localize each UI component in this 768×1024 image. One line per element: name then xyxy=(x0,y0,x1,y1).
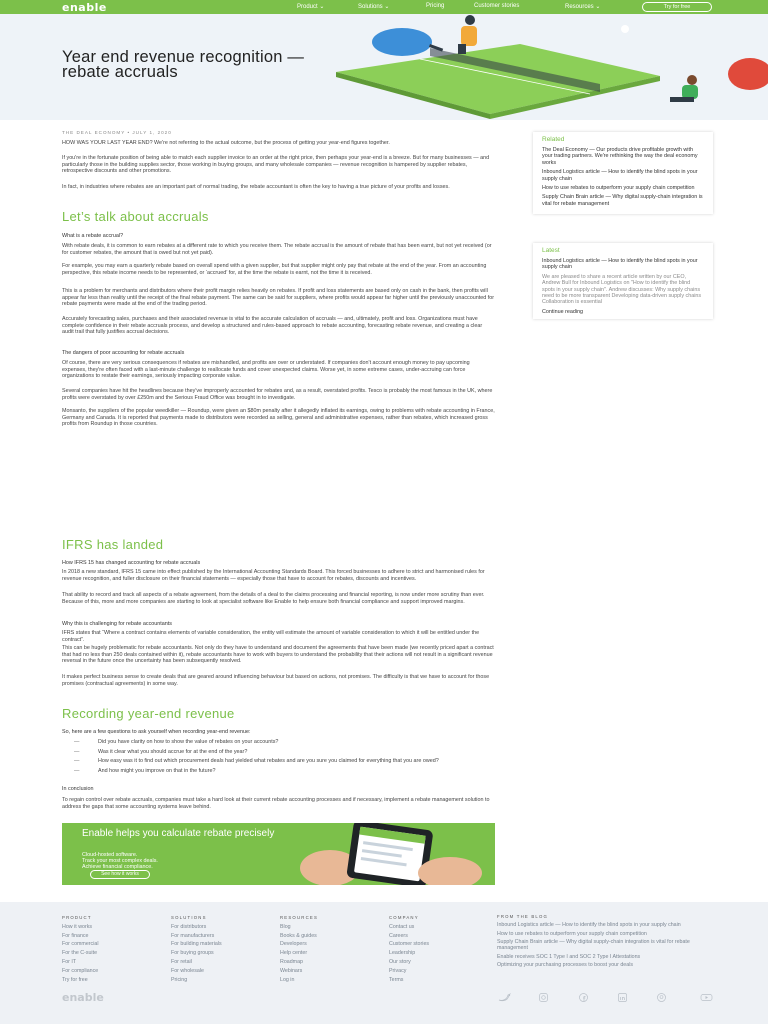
twitter-icon[interactable] xyxy=(498,993,511,1002)
try-for-free-button[interactable]: Try for free xyxy=(642,2,712,12)
heading-recording: Recording year-end revenue xyxy=(62,706,235,721)
cta-banner xyxy=(62,823,495,885)
table-top xyxy=(336,44,660,114)
footer-column-solutions: SOLUTIONS For distributors For manufacturers For building materials For buying groups For retail For wholesale Pricing xyxy=(171,915,222,983)
why-paragraph-2: This can be hugely problematic for rebate accountants. Not only do they have to understand and document the agreements that have been made (we recently priced apart a contract that had no less than 250 deals contained within it), rebate accountants have to work with buyers to understand the probability that their actions will not result in a significant revenue reversal in the future once the uncertainty has been subsequently resolved. xyxy=(62,645,494,665)
latest-card xyxy=(533,243,713,319)
heading-ifrs: IFRS has landed xyxy=(62,537,164,552)
list-item: — How easy was it to find out which procurement deals had yielded what rebates and are you sure you claimed for everything that you are owed? xyxy=(74,758,495,765)
footer-logo[interactable]: enable xyxy=(62,991,104,1004)
conclusion-paragraph: To regain control over rebate accruals, companies must take a hard look at their current rebate accounting processes and if necessary, implement a rebate management solution to address the gaps that some accounting systems leave behind. xyxy=(62,797,490,810)
related-heading: Related xyxy=(542,136,565,143)
blue-paddle xyxy=(372,28,432,56)
latest-title[interactable]: Inbound Logistics article — How to identify the blind spots in your supply chain xyxy=(542,258,698,271)
accruals-paragraph-2: For example, you may earn a quarterly rebate based on overall spend with a given supplier, but that supplier might only pay that rebate at the end of the year. From an accounting perspective, this rebate income needs to be represented, or ‘accrued’ for, at the time the rebate is earnt, not the time it is received. xyxy=(62,263,487,276)
nav-resources[interactable]: Resources ⌄ xyxy=(565,4,601,10)
accruals-paragraph-1: With rebate deals, it is common to earn rebates at a different rate to which you receive them. The rebate accrual is the amount of rebate that has been earnt, but not yet received (or for customer rebates, the amount that is owed but not yet paid). xyxy=(62,243,492,256)
list-item: — Was it clear what you should accrue for at the end of the year? xyxy=(74,749,495,756)
intro-paragraph-1: HOW WAS YOUR LAST YEAR END? We're not referring to the actual outcome, but the process of getting your year-end figures together. xyxy=(62,140,390,146)
list-item: — Did you have clarity on how to show the value of rebates on your accounts? xyxy=(74,739,495,746)
github-icon[interactable] xyxy=(655,993,668,1002)
latest-heading: Latest xyxy=(542,247,560,254)
question-list xyxy=(74,739,495,777)
page-title: Year end revenue recognition — rebate accruals xyxy=(62,48,305,81)
facebook-icon[interactable] xyxy=(577,993,590,1002)
latest-excerpt: We are pleased to share a recent article written by our CEO, Andrew Bull for Inbound Logistics on "How to identify the blind spots in your supply chain". Andrew discusses: Why supply chains need to be more transparent Developing data-driven supply chains Collaboration is essential xyxy=(542,273,702,306)
subheading-why: Why this is challenging for rebate accountants xyxy=(62,621,172,627)
nav-product[interactable]: Product ⌄ xyxy=(297,4,325,10)
dangers-paragraph-2: Several companies have hit the headlines because they've improperly accounted for rebates and, as a result, overstated profits. Tesco is probably the most famous in the UK, where profits were overstated by over £250m and the Serious Fraud Office was brought in to investigate. xyxy=(62,388,493,401)
player-two-body xyxy=(682,85,698,99)
footer-column-company: COMPANY Contact us Careers Customer stories Leadership Our story Privacy Terms xyxy=(389,915,430,983)
enable-logo[interactable]: enable xyxy=(62,1,107,14)
footer-column-product: PRODUCT How it works For finance For commercial For the C-suite For IT For compliance Try for free xyxy=(62,915,99,983)
related-link[interactable]: How to use rebates to outperform your supply chain competition xyxy=(542,185,695,192)
related-link[interactable]: Supply Chain Brain article — Why digital supply-chain integration is vital for rebate management xyxy=(542,194,703,207)
related-card xyxy=(533,132,713,214)
subheading-conclusion: In conclusion xyxy=(62,786,94,792)
linkedin-icon[interactable] xyxy=(616,993,629,1002)
youtube-icon[interactable] xyxy=(700,993,713,1002)
see-how-it-works-button[interactable]: See how it works xyxy=(90,870,150,879)
nav-customer-stories[interactable]: Customer stories xyxy=(474,3,520,9)
accruals-paragraph-3: This is a problem for merchants and distributors where their profit margin relies heavily on rebates. If profit and loss statements are based only on cash in the bank, then profits will appear far less than reality until the receipt of the final rebate payment. The same can be said for suppliers, where profits would appear far higher until the previously unaccounted for rebate payments were made at the end of the trading period. xyxy=(62,288,494,308)
dangers-paragraph-1: Of course, there are very serious consequences if rebates are mishandled, and profits are over or understated. If companies don't account enough money to pay upcoming expenses, they're often faced with a last-minute challenge to reallocate funds and cover unexpected claims. Worse yet, in some extreme cases, under-accruing can force organizations to restate their earnings, seriously impacting corporate value. xyxy=(62,360,470,380)
recording-intro: So, here are a few questions to ask yourself when recording year-end revenue: xyxy=(62,729,251,735)
why-paragraph-1: IFRS states that “Where a contract contains elements of variable consideration, the entity will estimate the amount of variable consideration to which it will be entitled under the contract”. xyxy=(62,630,480,643)
related-link[interactable]: Inbound Logistics article — How to identify the blind spots in your supply chain xyxy=(542,169,698,182)
nav-solutions[interactable]: Solutions ⌄ xyxy=(358,4,390,10)
phone-in-hand-illustration xyxy=(290,823,495,885)
article-meta: THE DEAL ECONOMY • JULY 1, 2020 xyxy=(62,130,172,135)
nav-pricing[interactable]: Pricing xyxy=(426,3,445,9)
subheading-what-is: What is a rebate accrual? xyxy=(62,233,124,239)
subheading-dangers: The dangers of poor accounting for rebate accruals xyxy=(62,350,185,356)
dangers-paragraph-3: Monsanto, the suppliers of the popular weedkiller — Roundup, were given an $80m penalty after it allegedly inflated its earnings, owing to problems with rebate accounting in France, Germany and Canada. It is reported that payments made to distributors were recorded as selling, general and administrative expenses, rather than rebates, which increased gross profits from Roundup in those countries. xyxy=(62,408,495,428)
player-head xyxy=(465,15,475,25)
ball xyxy=(621,25,629,33)
subheading-ifrs: How IFRS 15 has changed accounting for rebate accruals xyxy=(62,560,201,566)
ifrs-paragraph-1: In 2018 a new standard, IFRS 15 came into effect published by the International Accounting Standards Board. This forced businesses to adhere to strict and harmonised rules for revenue recognition, and fuller disclosure on their financial statements — especially those that have to account for rebates, discounts and incentives. xyxy=(62,569,485,582)
red-paddle xyxy=(728,58,768,90)
cta-title: Enable helps you calculate rebate precisely xyxy=(82,828,275,839)
footer-column-blog: FROM THE BLOG Inbound Logistics article — How to identify the blind spots in your supply chain How to use rebates to outperform your supply chain competition Supply Chain Brain article — Why digital supply-chain integration is vital for rebate management Enable receives SOC 1 Type I and SOC 2 Type I Attestations Optimizing your purchasing processes to boost your deals xyxy=(497,914,690,968)
why-paragraph-3: It makes perfect business sense to create deals that are geared around influencing behaviour but based on actions, not promises. The difficulty is that we have to account for those promises (contractual agreements) in some way. xyxy=(62,674,490,687)
cta-subtitle: Cloud-hosted software. Track your most complex deals. Achieve financial compliance. xyxy=(82,852,158,870)
player-body xyxy=(461,26,477,46)
heading-accruals: Let’s talk about accruals xyxy=(62,209,209,224)
continue-reading-link[interactable]: Continue reading xyxy=(542,308,584,315)
accruals-paragraph-4: Accurately forecasting sales, purchases and their associated revenue is vital to the accurate calculation of accruals — and, ultimately, profit and loss. Organizations must have complete confidence in their rebate accruals process, and develop a structured and rules-based approach to rebate accounting, forecasting rebate revenue, and creating a clear audit trail that fully justifies accrual decisions. xyxy=(62,316,483,336)
instagram-icon[interactable] xyxy=(537,993,550,1002)
ping-pong-illustration xyxy=(330,14,768,120)
top-nav xyxy=(0,0,768,14)
intro-paragraph-3: In fact, in industries where rebates are an important part of normal trading, the rebate accountant is often the key to having a true picture of your profits and losses. xyxy=(62,184,450,190)
footer-column-resources: RESOURCES Blog Books & guides Developers Help center Roadmap Webinars Log in xyxy=(280,915,319,983)
intro-paragraph-2: If you're in the fortunate position of being able to match each supplier invoice to an order at the right price, then perhaps your year-end is a breeze. But for many businesses — and particularly those in the building supplies sector, those working in buying groups, and many wholesale companies — revenue recognition is hampered by supplier rebates, retrospective discounts and other promotions. xyxy=(62,155,490,175)
footer xyxy=(0,902,768,1024)
related-link[interactable]: The Deal Economy — Our products drive profitable growth with your trading partners. We're rethinking the way the deal economy works xyxy=(542,147,698,166)
hero-banner xyxy=(0,14,768,120)
list-item: — And how might you improve on that in the future? xyxy=(74,768,495,775)
ifrs-paragraph-2: That ability to record and track all aspects of a rebate agreement, from the details of a deal to the claims processing and financial reporting, is now under more scrutiny than ever. Because of this, more and more companies are starting to look at specialist software like Enable to help ensure both financial compliance and support improved margins. xyxy=(62,592,485,605)
